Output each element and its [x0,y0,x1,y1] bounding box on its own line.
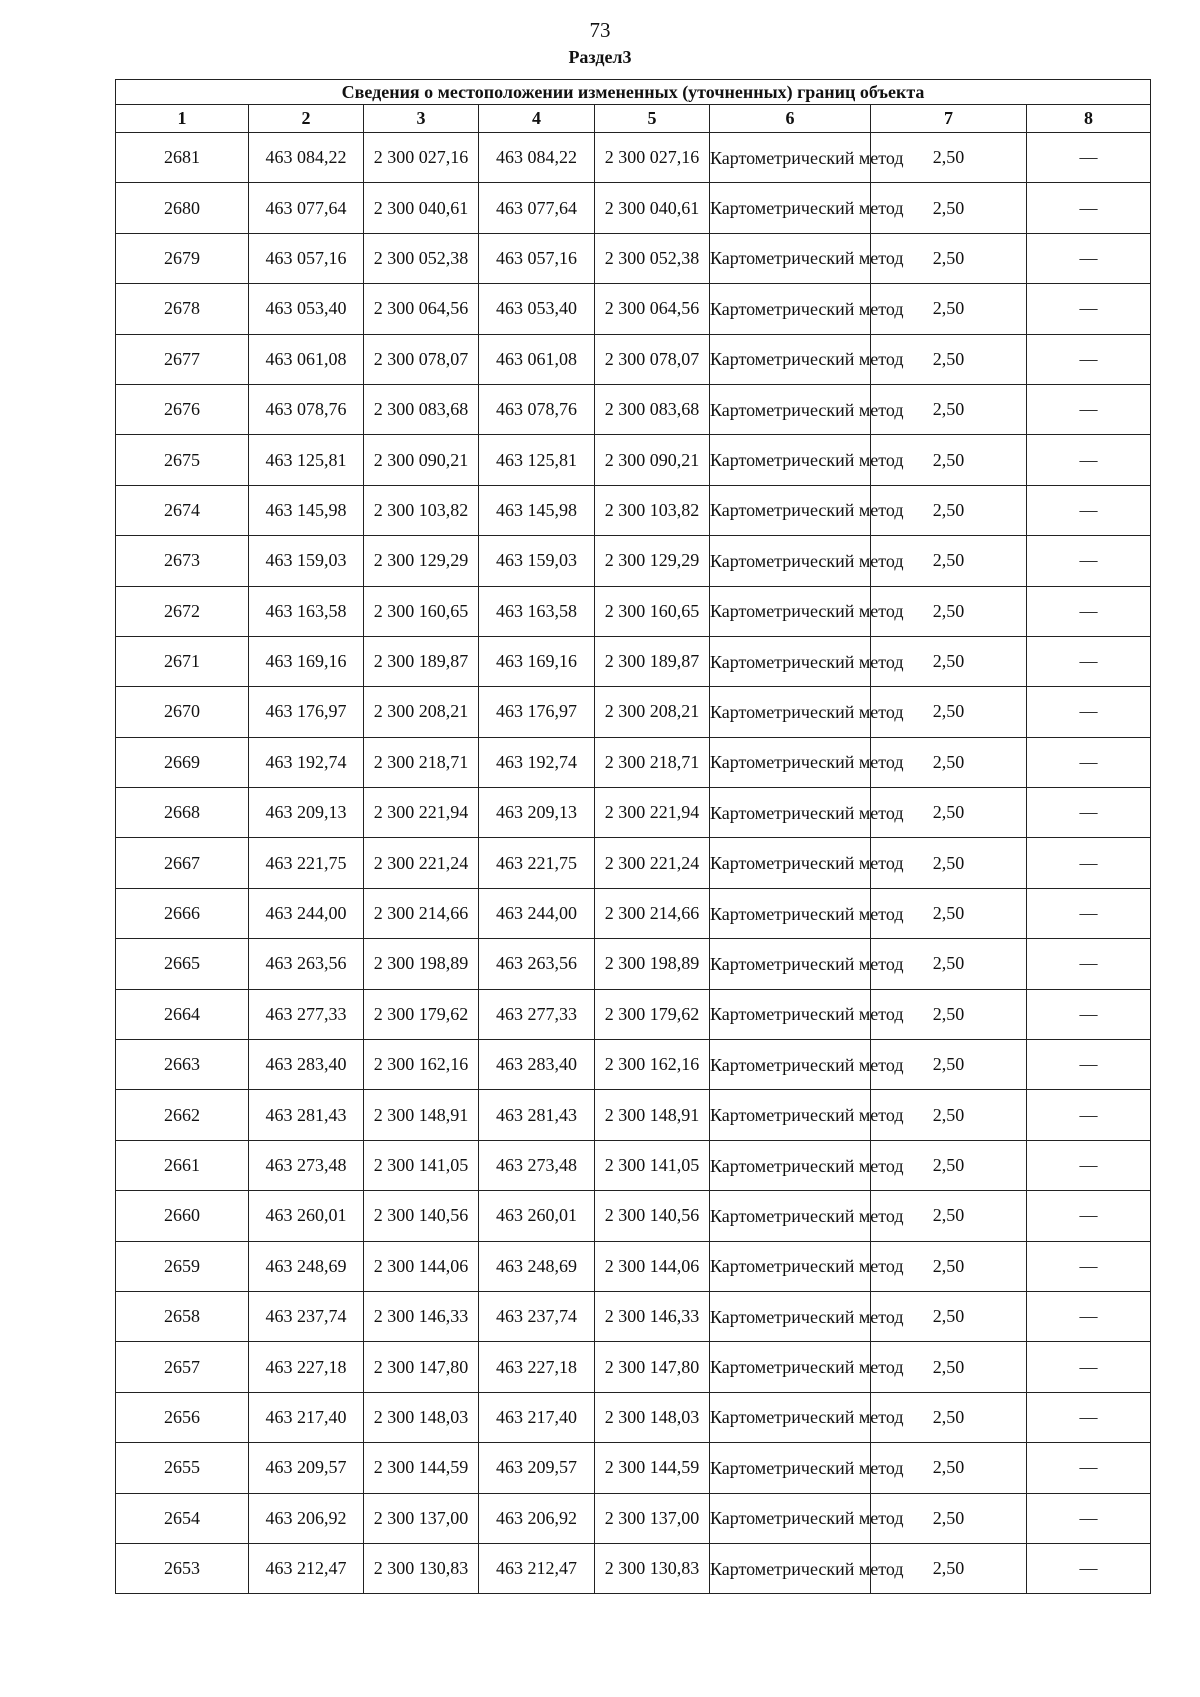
x-old-cell: 463 084,22 [249,133,364,183]
point-number-cell: 2655 [116,1443,249,1493]
point-number-cell: 2663 [116,1040,249,1090]
accuracy-cell: 2,50 [871,989,1027,1039]
y-new-cell: 2 300 198,89 [595,939,710,989]
section-title: Раздел3 [568,47,632,67]
point-number-cell: 2678 [116,284,249,334]
table-row [116,1443,1151,1493]
point-number-cell: 2672 [116,586,249,636]
y-new-cell: 2 300 214,66 [595,888,710,938]
y-old-cell: 2 300 160,65 [364,586,479,636]
accuracy-cell: 2,50 [871,687,1027,737]
point-number-cell: 2669 [116,737,249,787]
y-old-cell: 2 300 162,16 [364,1040,479,1090]
y-old-cell: 2 300 214,66 [364,888,479,938]
point-number-cell: 2658 [116,1291,249,1341]
x-new-cell: 463 209,57 [479,1443,595,1493]
point-number-cell: 2675 [116,435,249,485]
accuracy-cell: 2,50 [871,788,1027,838]
table-row [116,334,1151,384]
table-row [116,1090,1151,1140]
x-new-cell: 463 244,00 [479,888,595,938]
x-old-cell: 463 125,81 [249,435,364,485]
y-old-cell: 2 300 083,68 [364,384,479,434]
table-row [116,1191,1151,1241]
accuracy-cell: 2,50 [871,1342,1027,1392]
y-new-cell: 2 300 090,21 [595,435,710,485]
accuracy-cell: 2,50 [871,284,1027,334]
point-number-cell: 2667 [116,838,249,888]
y-old-cell: 2 300 148,91 [364,1090,479,1140]
y-new-cell: 2 300 148,91 [595,1090,710,1140]
table-row [116,636,1151,686]
x-old-cell: 463 053,40 [249,284,364,334]
point-number-cell: 2668 [116,788,249,838]
y-new-cell: 2 300 083,68 [595,384,710,434]
table-row [116,1543,1151,1593]
table-row [116,384,1151,434]
method-cell: Картометрический метод [710,485,871,535]
y-new-cell: 2 300 078,07 [595,334,710,384]
page-number: 73 [589,18,611,42]
table-row [116,1342,1151,1392]
y-old-cell: 2 300 147,80 [364,1342,479,1392]
point-number-cell: 2662 [116,1090,249,1140]
x-new-cell: 463 078,76 [479,384,595,434]
x-new-cell: 463 057,16 [479,233,595,283]
description-cell: — [1027,939,1151,989]
accuracy-cell: 2,50 [871,1291,1027,1341]
y-old-cell: 2 300 144,59 [364,1443,479,1493]
x-old-cell: 463 078,76 [249,384,364,434]
accuracy-cell: 2,50 [871,636,1027,686]
y-new-cell: 2 300 144,06 [595,1241,710,1291]
description-cell: — [1027,284,1151,334]
x-old-cell: 463 206,92 [249,1493,364,1543]
description-cell: — [1027,636,1151,686]
x-new-cell: 463 227,18 [479,1342,595,1392]
y-old-cell: 2 300 146,33 [364,1291,479,1341]
x-old-cell: 463 263,56 [249,939,364,989]
y-old-cell: 2 300 198,89 [364,939,479,989]
x-old-cell: 463 221,75 [249,838,364,888]
accuracy-cell: 2,50 [871,838,1027,888]
table-row [116,435,1151,485]
y-new-cell: 2 300 148,03 [595,1392,710,1442]
x-new-cell: 463 206,92 [479,1493,595,1543]
x-old-cell: 463 209,57 [249,1443,364,1493]
x-old-cell: 463 227,18 [249,1342,364,1392]
description-cell: — [1027,1241,1151,1291]
y-new-cell: 2 300 137,00 [595,1493,710,1543]
y-old-cell: 2 300 129,29 [364,536,479,586]
y-new-cell: 2 300 129,29 [595,536,710,586]
description-cell: — [1027,1291,1151,1341]
x-old-cell: 463 061,08 [249,334,364,384]
method-cell: Картометрический метод [710,384,871,434]
point-number-cell: 2681 [116,133,249,183]
x-old-cell: 463 145,98 [249,485,364,535]
method-cell: Картометрический метод [710,888,871,938]
column-header: 2 [249,105,364,133]
method-cell: Картометрический метод [710,989,871,1039]
y-new-cell: 2 300 160,65 [595,586,710,636]
x-old-cell: 463 244,00 [249,888,364,938]
table-row [116,1140,1151,1190]
accuracy-cell: 2,50 [871,485,1027,535]
y-new-cell: 2 300 027,16 [595,133,710,183]
x-old-cell: 463 277,33 [249,989,364,1039]
x-new-cell: 463 176,97 [479,687,595,737]
x-new-cell: 463 084,22 [479,133,595,183]
y-new-cell: 2 300 064,56 [595,284,710,334]
table-caption-row [116,80,1151,105]
y-new-cell: 2 300 140,56 [595,1191,710,1241]
x-new-cell: 463 163,58 [479,586,595,636]
method-cell: Картометрический метод [710,1191,871,1241]
x-new-cell: 463 145,98 [479,485,595,535]
x-new-cell: 463 273,48 [479,1140,595,1190]
x-old-cell: 463 260,01 [249,1191,364,1241]
table-row [116,989,1151,1039]
method-cell: Картометрический метод [710,1241,871,1291]
y-new-cell: 2 300 144,59 [595,1443,710,1493]
accuracy-cell: 2,50 [871,1493,1027,1543]
table-row [116,133,1151,183]
description-cell: — [1027,536,1151,586]
point-number-cell: 2676 [116,384,249,434]
point-number-cell: 2660 [116,1191,249,1241]
method-cell: Картометрический метод [710,133,871,183]
y-old-cell: 2 300 137,00 [364,1493,479,1543]
x-old-cell: 463 273,48 [249,1140,364,1190]
y-new-cell: 2 300 221,24 [595,838,710,888]
y-old-cell: 2 300 103,82 [364,485,479,535]
method-cell: Картометрический метод [710,586,871,636]
y-old-cell: 2 300 078,07 [364,334,479,384]
method-cell: Картометрический метод [710,233,871,283]
point-number-cell: 2673 [116,536,249,586]
x-new-cell: 463 248,69 [479,1241,595,1291]
method-cell: Картометрический метод [710,1291,871,1341]
x-new-cell: 463 159,03 [479,536,595,586]
method-cell: Картометрический метод [710,284,871,334]
method-cell: Картометрический метод [710,1493,871,1543]
coordinates-table [115,79,1151,1594]
description-cell: — [1027,1140,1151,1190]
point-number-cell: 2674 [116,485,249,535]
y-old-cell: 2 300 221,94 [364,788,479,838]
y-old-cell: 2 300 141,05 [364,1140,479,1190]
method-cell: Картометрический метод [710,334,871,384]
x-old-cell: 463 237,74 [249,1291,364,1341]
y-new-cell: 2 300 040,61 [595,183,710,233]
method-cell: Картометрический метод [710,788,871,838]
description-cell: — [1027,788,1151,838]
y-new-cell: 2 300 179,62 [595,989,710,1039]
accuracy-cell: 2,50 [871,233,1027,283]
description-cell: — [1027,1191,1151,1241]
y-new-cell: 2 300 130,83 [595,1543,710,1593]
description-cell: — [1027,1090,1151,1140]
x-new-cell: 463 125,81 [479,435,595,485]
method-cell: Картометрический метод [710,536,871,586]
column-header: 1 [116,105,249,133]
accuracy-cell: 2,50 [871,586,1027,636]
table-row [116,485,1151,535]
x-old-cell: 463 212,47 [249,1543,364,1593]
x-new-cell: 463 277,33 [479,989,595,1039]
x-new-cell: 463 212,47 [479,1543,595,1593]
accuracy-cell: 2,50 [871,183,1027,233]
accuracy-cell: 2,50 [871,384,1027,434]
description-cell: — [1027,1392,1151,1442]
table-row [116,233,1151,283]
y-old-cell: 2 300 040,61 [364,183,479,233]
y-new-cell: 2 300 146,33 [595,1291,710,1341]
column-header: 3 [364,105,479,133]
description-cell: — [1027,838,1151,888]
y-new-cell: 2 300 103,82 [595,485,710,535]
accuracy-cell: 2,50 [871,133,1027,183]
column-header: 7 [871,105,1027,133]
y-old-cell: 2 300 052,38 [364,233,479,283]
accuracy-cell: 2,50 [871,536,1027,586]
point-number-cell: 2677 [116,334,249,384]
x-new-cell: 463 283,40 [479,1040,595,1090]
description-cell: — [1027,485,1151,535]
x-new-cell: 463 061,08 [479,334,595,384]
y-new-cell: 2 300 162,16 [595,1040,710,1090]
description-cell: — [1027,1040,1151,1090]
column-header: 4 [479,105,595,133]
table-row [116,737,1151,787]
table-row [116,586,1151,636]
table-caption: Сведения о местоположении измененных (уточненных) границ объекта [116,80,1151,105]
x-old-cell: 463 169,16 [249,636,364,686]
point-number-cell: 2671 [116,636,249,686]
method-cell: Картометрический метод [710,1443,871,1493]
x-new-cell: 463 192,74 [479,737,595,787]
accuracy-cell: 2,50 [871,1543,1027,1593]
table-row [116,284,1151,334]
description-cell: — [1027,334,1151,384]
table-row [116,1291,1151,1341]
description-cell: — [1027,1342,1151,1392]
description-cell: — [1027,233,1151,283]
y-old-cell: 2 300 027,16 [364,133,479,183]
table-row [116,939,1151,989]
method-cell: Картометрический метод [710,1543,871,1593]
x-old-cell: 463 176,97 [249,687,364,737]
y-new-cell: 2 300 218,71 [595,737,710,787]
x-new-cell: 463 077,64 [479,183,595,233]
point-number-cell: 2659 [116,1241,249,1291]
y-old-cell: 2 300 189,87 [364,636,479,686]
point-number-cell: 2665 [116,939,249,989]
x-old-cell: 463 192,74 [249,737,364,787]
x-old-cell: 463 209,13 [249,788,364,838]
x-old-cell: 463 217,40 [249,1392,364,1442]
x-new-cell: 463 209,13 [479,788,595,838]
table-row [116,1493,1151,1543]
method-cell: Картометрический метод [710,1392,871,1442]
table-row [116,687,1151,737]
y-old-cell: 2 300 208,21 [364,687,479,737]
y-new-cell: 2 300 221,94 [595,788,710,838]
x-old-cell: 463 159,03 [249,536,364,586]
description-cell: — [1027,586,1151,636]
point-number-cell: 2656 [116,1392,249,1442]
x-old-cell: 463 281,43 [249,1090,364,1140]
point-number-cell: 2654 [116,1493,249,1543]
description-cell: — [1027,133,1151,183]
description-cell: — [1027,687,1151,737]
table-row [116,183,1151,233]
method-cell: Картометрический метод [710,636,871,686]
accuracy-cell: 2,50 [871,939,1027,989]
method-cell: Картометрический метод [710,183,871,233]
x-new-cell: 463 281,43 [479,1090,595,1140]
point-number-cell: 2666 [116,888,249,938]
x-old-cell: 463 248,69 [249,1241,364,1291]
table-row [116,1040,1151,1090]
method-cell: Картометрический метод [710,838,871,888]
x-old-cell: 463 163,58 [249,586,364,636]
y-old-cell: 2 300 144,06 [364,1241,479,1291]
description-cell: — [1027,1543,1151,1593]
y-old-cell: 2 300 130,83 [364,1543,479,1593]
table-row [116,888,1151,938]
accuracy-cell: 2,50 [871,1241,1027,1291]
y-new-cell: 2 300 052,38 [595,233,710,283]
accuracy-cell: 2,50 [871,1191,1027,1241]
table-body [116,133,1151,1594]
point-number-cell: 2653 [116,1543,249,1593]
column-header: 5 [595,105,710,133]
x-new-cell: 463 217,40 [479,1392,595,1442]
description-cell: — [1027,1443,1151,1493]
description-cell: — [1027,888,1151,938]
y-old-cell: 2 300 221,24 [364,838,479,888]
description-cell: — [1027,435,1151,485]
method-cell: Картометрический метод [710,687,871,737]
x-new-cell: 463 237,74 [479,1291,595,1341]
column-header: 8 [1027,105,1151,133]
y-new-cell: 2 300 208,21 [595,687,710,737]
x-old-cell: 463 283,40 [249,1040,364,1090]
table-row [116,536,1151,586]
x-new-cell: 463 221,75 [479,838,595,888]
y-new-cell: 2 300 147,80 [595,1342,710,1392]
x-new-cell: 463 053,40 [479,284,595,334]
point-number-cell: 2657 [116,1342,249,1392]
table-row [116,838,1151,888]
description-cell: — [1027,384,1151,434]
y-old-cell: 2 300 064,56 [364,284,479,334]
description-cell: — [1027,737,1151,787]
y-old-cell: 2 300 148,03 [364,1392,479,1442]
accuracy-cell: 2,50 [871,1040,1027,1090]
x-old-cell: 463 077,64 [249,183,364,233]
y-old-cell: 2 300 218,71 [364,737,479,787]
point-number-cell: 2679 [116,233,249,283]
y-old-cell: 2 300 179,62 [364,989,479,1039]
point-number-cell: 2661 [116,1140,249,1190]
table-row [116,788,1151,838]
method-cell: Картометрический метод [710,737,871,787]
method-cell: Картометрический метод [710,1040,871,1090]
method-cell: Картометрический метод [710,1090,871,1140]
x-new-cell: 463 260,01 [479,1191,595,1241]
accuracy-cell: 2,50 [871,435,1027,485]
description-cell: — [1027,989,1151,1039]
method-cell: Картометрический метод [710,939,871,989]
accuracy-cell: 2,50 [871,1140,1027,1190]
table-header-row [116,105,1151,133]
table-row [116,1241,1151,1291]
accuracy-cell: 2,50 [871,1443,1027,1493]
y-old-cell: 2 300 140,56 [364,1191,479,1241]
description-cell: — [1027,1493,1151,1543]
y-old-cell: 2 300 090,21 [364,435,479,485]
table-row [116,1392,1151,1442]
accuracy-cell: 2,50 [871,737,1027,787]
method-cell: Картометрический метод [710,435,871,485]
description-cell: — [1027,183,1151,233]
point-number-cell: 2670 [116,687,249,737]
x-new-cell: 463 169,16 [479,636,595,686]
accuracy-cell: 2,50 [871,888,1027,938]
accuracy-cell: 2,50 [871,1090,1027,1140]
x-new-cell: 463 263,56 [479,939,595,989]
point-number-cell: 2680 [116,183,249,233]
y-new-cell: 2 300 141,05 [595,1140,710,1190]
accuracy-cell: 2,50 [871,334,1027,384]
method-cell: Картометрический метод [710,1342,871,1392]
y-new-cell: 2 300 189,87 [595,636,710,686]
x-old-cell: 463 057,16 [249,233,364,283]
column-header: 6 [710,105,871,133]
accuracy-cell: 2,50 [871,1392,1027,1442]
method-cell: Картометрический метод [710,1140,871,1190]
point-number-cell: 2664 [116,989,249,1039]
